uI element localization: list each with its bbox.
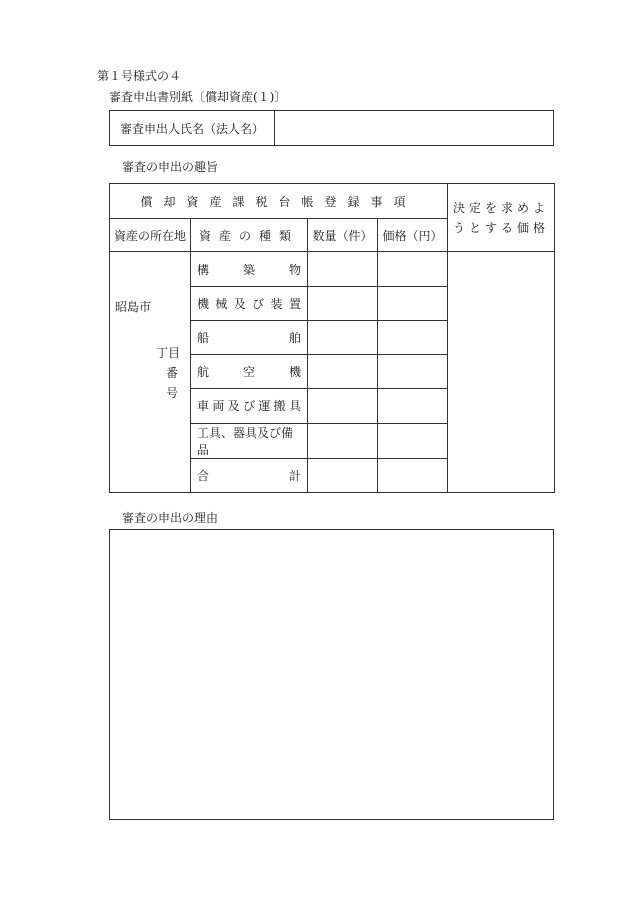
quantity-cell[interactable] [308, 458, 378, 492]
asset-kind-char: 物 [288, 262, 301, 277]
asset-location-cell[interactable] [110, 252, 191, 493]
quantity-cell[interactable] [308, 252, 378, 286]
quantity-cell[interactable] [308, 286, 378, 320]
decision-price-cell[interactable] [448, 252, 555, 493]
location-ban: 番 [166, 366, 179, 381]
asset-kind-cell [191, 355, 308, 389]
asset-kind-char: び [242, 399, 255, 414]
asset-kind-char: 船 [197, 330, 210, 345]
column-price: 価格（円） [378, 219, 448, 252]
asset-kind-char: 及 [233, 296, 246, 311]
quantity-cell[interactable] [308, 389, 378, 423]
asset-kind-char: 及 [227, 399, 240, 414]
applicant-name-field[interactable] [275, 111, 554, 146]
asset-kind-char: 装 [270, 296, 283, 311]
location-chome: 丁目 [156, 346, 181, 361]
asset-kind-char: 構 [197, 262, 210, 277]
form-number: 第１号様式の４ [97, 69, 182, 83]
applicant-table [109, 110, 554, 146]
asset-kind-char: 車 [197, 399, 210, 414]
asset-kind-char: 合 [197, 468, 210, 483]
asset-registry-table [109, 183, 555, 493]
asset-kind-char: 航 [197, 365, 210, 380]
column-quantity: 数量（件） [308, 219, 378, 252]
asset-kind-cell [191, 320, 308, 354]
asset-kind-char: 舶 [288, 330, 301, 345]
asset-kind-cell [191, 286, 308, 320]
decision-price-header: 決定を求めようとする価格 [448, 184, 555, 252]
location-go: 号 [166, 386, 179, 401]
asset-kind-char: 工具、器具及び備品 [197, 425, 294, 457]
applicant-name-label: 審査申出人氏名（法人名） [110, 111, 275, 146]
column-asset-kind: 資産の種類 [191, 219, 308, 252]
asset-row [110, 252, 555, 286]
asset-kind-char: 機 [197, 296, 210, 311]
price-cell[interactable] [378, 389, 448, 423]
price-cell[interactable] [378, 458, 448, 492]
asset-kind-char: 具 [288, 399, 301, 414]
asset-kind-char: び [252, 296, 265, 311]
reason-textarea[interactable] [109, 529, 554, 820]
price-cell[interactable] [378, 286, 448, 320]
location-city: 昭島市 [115, 300, 152, 315]
asset-kind-char: 両 [212, 399, 225, 414]
quantity-cell[interactable] [308, 320, 378, 354]
asset-kind-char: 機 [288, 365, 301, 380]
price-cell[interactable] [378, 423, 448, 458]
asset-kind-char: 置 [288, 296, 301, 311]
asset-kind-char: 運 [258, 399, 271, 414]
form-title: 審査申出書別紙〔償却資産(１)〕 [109, 90, 287, 104]
asset-kind-char: 計 [288, 468, 301, 483]
asset-kind-char: 空 [242, 365, 255, 380]
quantity-cell[interactable] [308, 423, 378, 458]
asset-kind-cell [191, 458, 308, 492]
asset-kind-cell [191, 252, 308, 286]
asset-kind-char: 搬 [273, 399, 286, 414]
price-cell[interactable] [378, 355, 448, 389]
asset-kind-cell [191, 423, 308, 458]
asset-kind-cell [191, 389, 308, 423]
asset-kind-char: 築 [242, 262, 255, 277]
asset-kind-char: 械 [215, 296, 228, 311]
price-cell[interactable] [378, 252, 448, 286]
column-location: 資産の所在地 [110, 219, 191, 252]
purpose-heading: 審査の申出の趣旨 [122, 160, 219, 174]
registry-header: 償却資産課税台帳登録事項 [110, 184, 448, 219]
quantity-cell[interactable] [308, 355, 378, 389]
reason-heading: 審査の申出の理由 [122, 511, 219, 525]
price-cell[interactable] [378, 320, 448, 354]
